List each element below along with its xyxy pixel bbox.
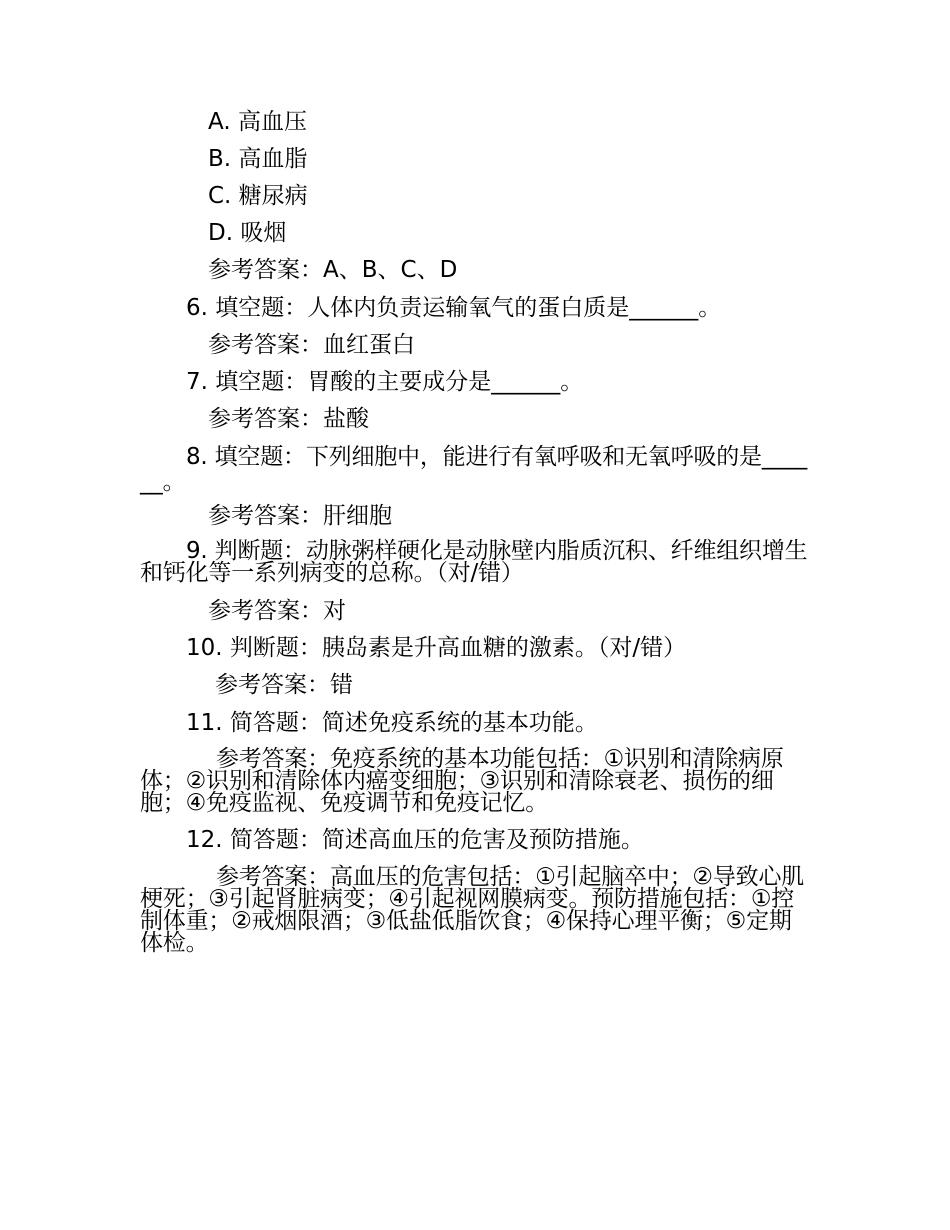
q11-question: 11. 简答题：简述免疫系统的基本功能。 — [186, 710, 598, 736]
q9-question: 9. 判断题：动脉粥样硬化是动脉壁内脂质沉积、纤维组织增生和钙化等一系列病变的总称。（对/错） — [140, 538, 808, 586]
q11-answer: 参考答案：免疫系统的基本功能包括：①识别和清除病原体；②识别和清除体内癌变细胞；③识别和清除衰老、损伤的细胞；④免疫监视、免疫调节和免疫记忆。 — [140, 746, 784, 816]
q5-option-c: C. 糖尿病 — [208, 183, 308, 209]
q7-question: 7. 填空题：胃酸的主要成分是______。 — [186, 369, 584, 395]
q9-answer: 参考答案：对 — [208, 598, 346, 624]
q10-question: 10. 判断题：胰岛素是升高血糖的激素。（对/错） — [186, 635, 687, 661]
q8-question: 8. 填空题：下列细胞中，能进行有氧呼吸和无氧呼吸的是______。 — [140, 444, 808, 495]
q5-option-a: A. 高血压 — [208, 109, 307, 135]
q6-question: 6. 填空题：人体内负责运输氧气的蛋白质是______。 — [186, 295, 722, 321]
q8-answer: 参考答案：肝细胞 — [208, 503, 392, 529]
q6-answer: 参考答案：血红蛋白 — [208, 332, 415, 358]
q5-option-d: D. 吸烟 — [208, 220, 287, 246]
q10-answer: 参考答案：错 — [215, 672, 353, 698]
q12-question: 12. 简答题：简述高血压的危害及预防措施。 — [186, 827, 644, 853]
q5-answer: 参考答案：A、B、C、D — [208, 257, 458, 283]
q7-answer: 参考答案：盐酸 — [208, 406, 369, 432]
q12-answer: 参考答案：高血压的危害包括：①引起脑卒中；②导致心肌梗死；③引起肾脏病变；④引起视网膜病变。预防措施包括：①控制体重；②戒烟限酒；③低盐低脂饮食；④保持心理平衡；⑤定期体检。 — [140, 864, 805, 956]
q5-option-b: B. 高血脂 — [208, 146, 308, 172]
